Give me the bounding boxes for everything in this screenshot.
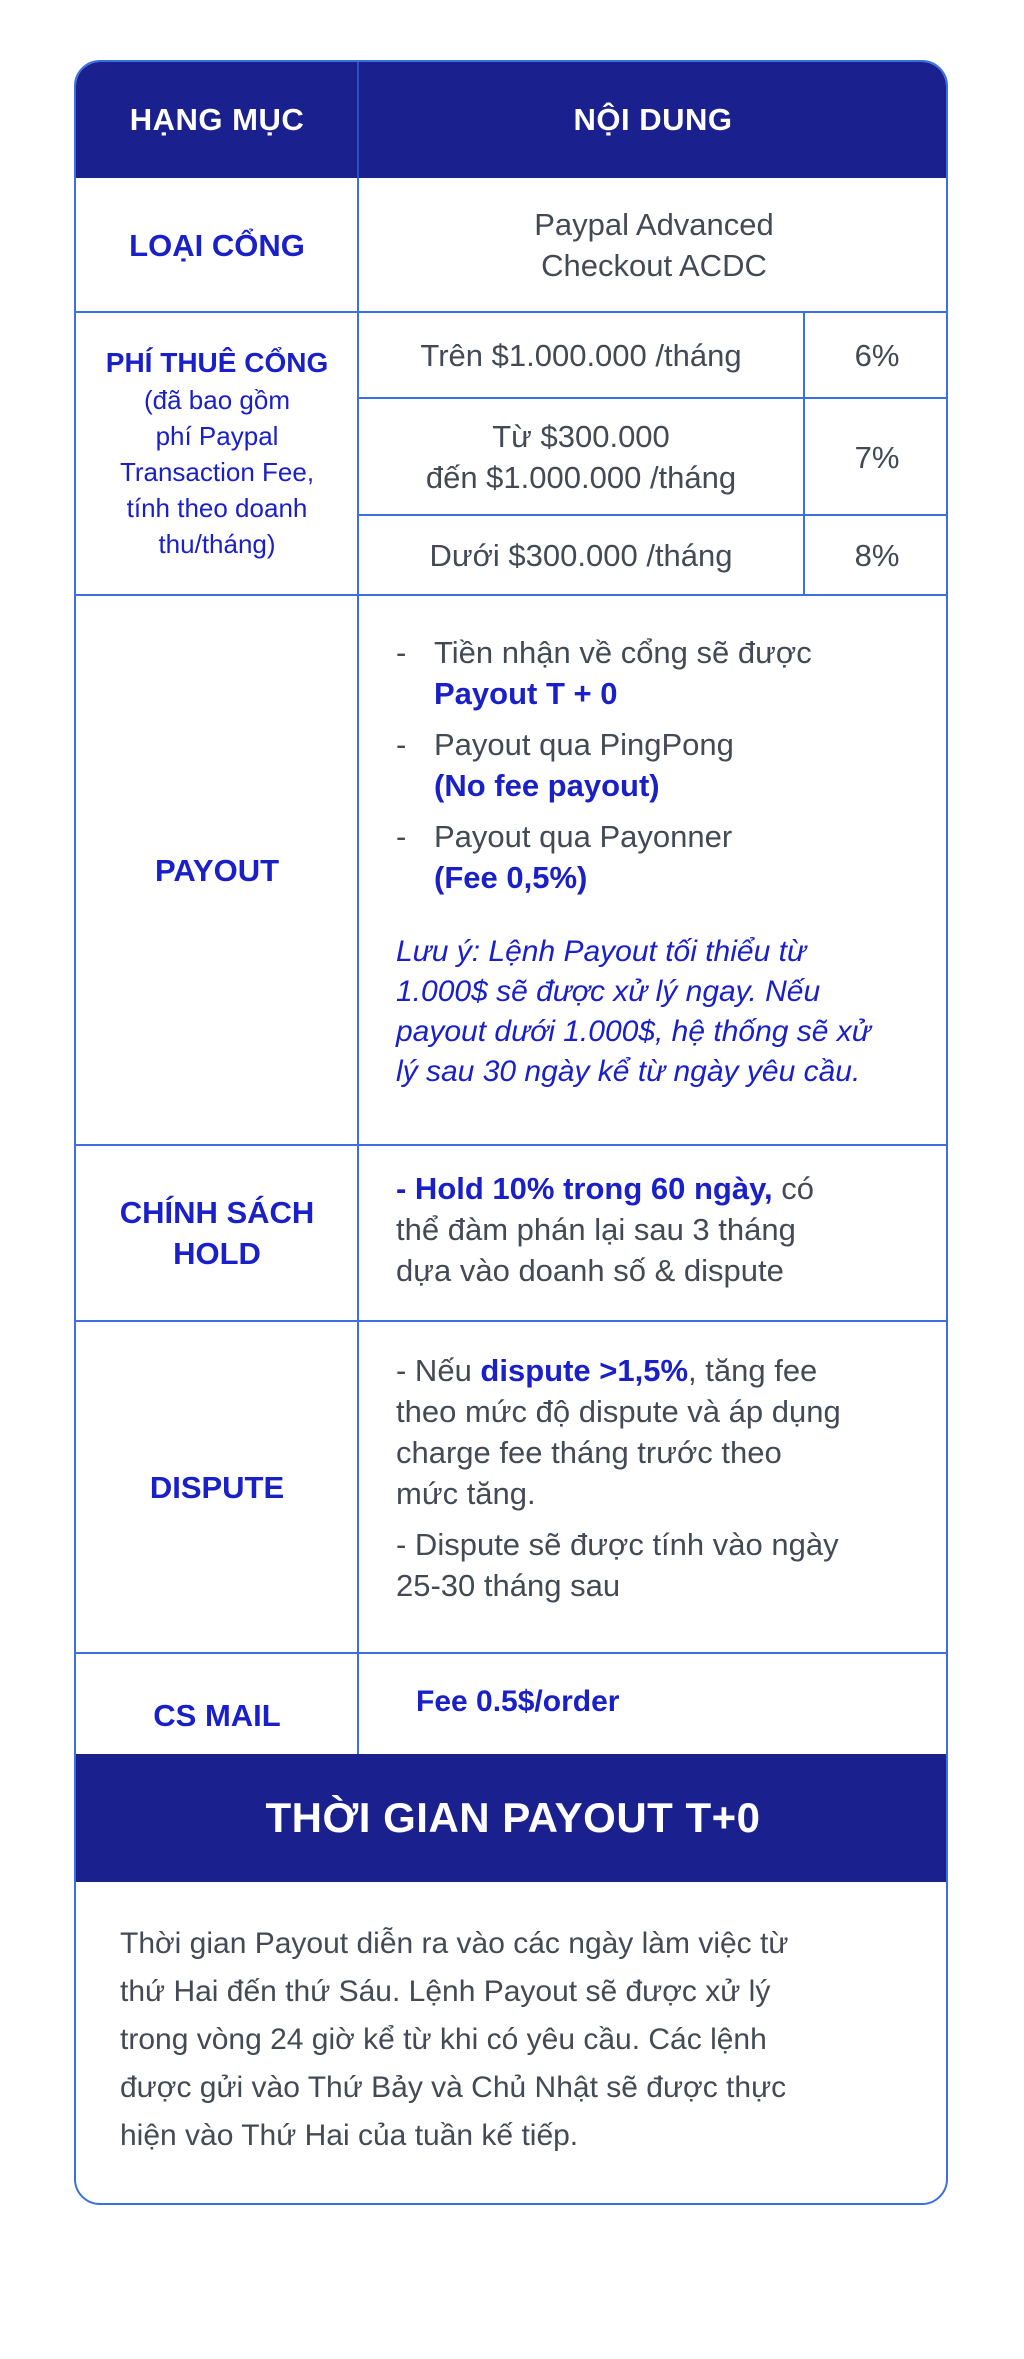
dispute-label xyxy=(76,1322,358,1652)
payout-time-description xyxy=(120,1920,920,2160)
fee-tier-range xyxy=(358,516,804,594)
fee-tier-rate-text: 6% xyxy=(854,337,900,373)
payout-time-line: thứ Hai đến thứ Sáu. Lệnh Payout sẽ được xử lý xyxy=(120,1975,771,2008)
list-dash: - xyxy=(396,819,407,854)
fee-tier-range-text: Dưới $300.000 /tháng xyxy=(429,537,733,573)
header-divider xyxy=(357,62,359,178)
dispute-text-part: - Nếu xyxy=(396,1353,481,1388)
fee-sublabel-line: Transaction Fee, xyxy=(119,457,315,487)
csmail-label-text: CS MAIL xyxy=(153,1697,281,1733)
fee-tier-range-text: đến $1.000.000 /tháng xyxy=(425,460,737,495)
header-category-label: HẠNG MỤC xyxy=(129,102,305,137)
hold-label-line: HOLD xyxy=(173,1236,261,1271)
hold-label-line: CHÍNH SÁCH xyxy=(119,1195,315,1230)
hold-text: dựa vào doanh số & dispute xyxy=(396,1253,784,1288)
hold-label xyxy=(76,1146,358,1320)
fee-tier-rate xyxy=(804,312,948,398)
dispute-text-line: theo mức độ dispute và áp dụng xyxy=(396,1394,841,1429)
header-col-content xyxy=(358,62,948,178)
payout-note-line: Lưu ý: Lệnh Payout tối thiểu từ xyxy=(396,935,806,968)
dispute-text-line: mức tăng. xyxy=(396,1476,536,1511)
fee-tier-range xyxy=(358,312,804,398)
dispute-text xyxy=(396,1350,936,1606)
gateway-label-text: LOẠI CỔNG xyxy=(129,227,305,263)
list-dash: - xyxy=(396,635,407,670)
hold-policy-text xyxy=(396,1168,936,1291)
gateway-value xyxy=(358,178,948,312)
payout-item-text: Payout qua Payonner xyxy=(434,819,733,854)
payout-time-line: được gửi vào Thứ Bảy và Chủ Nhật sẽ được thực xyxy=(120,2071,787,2104)
dispute-highlight: dispute >1,5% xyxy=(480,1353,689,1388)
fee-tier-range-text: Từ $300.000 xyxy=(492,419,670,454)
fee-tier-rate-text: 7% xyxy=(854,439,900,475)
header-content-label: NỘI DUNG xyxy=(573,102,733,137)
hold-highlight: - Hold 10% trong 60 ngày, xyxy=(396,1171,773,1206)
dispute-text-line: - Dispute sẽ được tính vào ngày xyxy=(396,1527,839,1562)
fee-label: PHÍ THUÊ CỔNG xyxy=(105,347,329,378)
csmail-label xyxy=(76,1654,358,1760)
payout-time-title: THỜI GIAN PAYOUT T+0 xyxy=(265,1794,761,1841)
payout-item xyxy=(396,816,936,898)
payout-time-banner xyxy=(76,1754,948,1882)
payout-item-highlight: (Fee 0,5%) xyxy=(434,860,588,895)
payout-time-line: trong vòng 24 giờ kể từ khi có yêu cầu. Các lệnh xyxy=(120,2023,767,2056)
header-col-category xyxy=(76,62,358,178)
payout-item xyxy=(396,632,936,714)
fee-sublabel xyxy=(120,382,314,562)
payout-list xyxy=(396,632,936,898)
payout-note-line: payout dưới 1.000$, hệ thống sẽ xử xyxy=(396,1015,871,1048)
payout-item-text: Payout qua PingPong xyxy=(434,727,734,762)
payout-item-text: Tiền nhận về cổng sẽ được xyxy=(434,635,812,670)
payout-note-line: 1.000$ sẽ được xử lý ngay. Nếu xyxy=(396,975,821,1008)
pricing-card xyxy=(74,60,948,2205)
fee-sublabel-line: thu/tháng) xyxy=(158,529,276,559)
payout-time-line: Thời gian Payout diễn ra vào các ngày làm việc từ xyxy=(120,1927,789,1960)
fee-tier-rate-text: 8% xyxy=(854,537,900,573)
list-dash: - xyxy=(396,727,407,762)
payout-time-line: hiện vào Thứ Hai của tuần kế tiếp. xyxy=(120,2119,579,2152)
gateway-label xyxy=(76,178,358,312)
fee-sublabel-line: tính theo doanh xyxy=(126,493,308,523)
fee-tier-rate xyxy=(804,516,948,594)
payout-item-highlight: (No fee payout) xyxy=(434,768,660,803)
payout-item-highlight: Payout T + 0 xyxy=(434,676,618,711)
dispute-text-line: charge fee tháng trước theo xyxy=(396,1435,782,1470)
fee-tier-rate xyxy=(804,399,948,515)
payout-label xyxy=(76,596,358,1144)
dispute-text-line: 25-30 tháng sau xyxy=(396,1568,621,1603)
hold-text: thể đàm phán lại sau 3 tháng xyxy=(396,1212,796,1247)
payout-note-line: lý sau 30 ngày kể từ ngày yêu cầu. xyxy=(396,1055,861,1088)
payout-item xyxy=(396,724,936,806)
fee-sublabel-line: phí Paypal xyxy=(155,421,279,451)
gateway-value-line: Paypal Advanced xyxy=(534,207,774,242)
gateway-value-line: Checkout ACDC xyxy=(541,248,767,283)
payout-note xyxy=(396,932,936,1092)
csmail-value-text: Fee 0.5$/order xyxy=(416,1685,620,1718)
hold-text: có xyxy=(772,1171,815,1206)
fee-tier-range xyxy=(358,399,804,515)
dispute-text-part: , tăng fee xyxy=(688,1353,818,1388)
payout-label-text: PAYOUT xyxy=(154,852,280,888)
csmail-value xyxy=(416,1654,936,1760)
fee-label-cell xyxy=(76,312,358,594)
fee-sublabel-line: (đã bao gồm xyxy=(144,385,290,415)
fee-tier-range-text: Trên $1.000.000 /tháng xyxy=(420,337,742,373)
dispute-label-text: DISPUTE xyxy=(149,1469,285,1505)
